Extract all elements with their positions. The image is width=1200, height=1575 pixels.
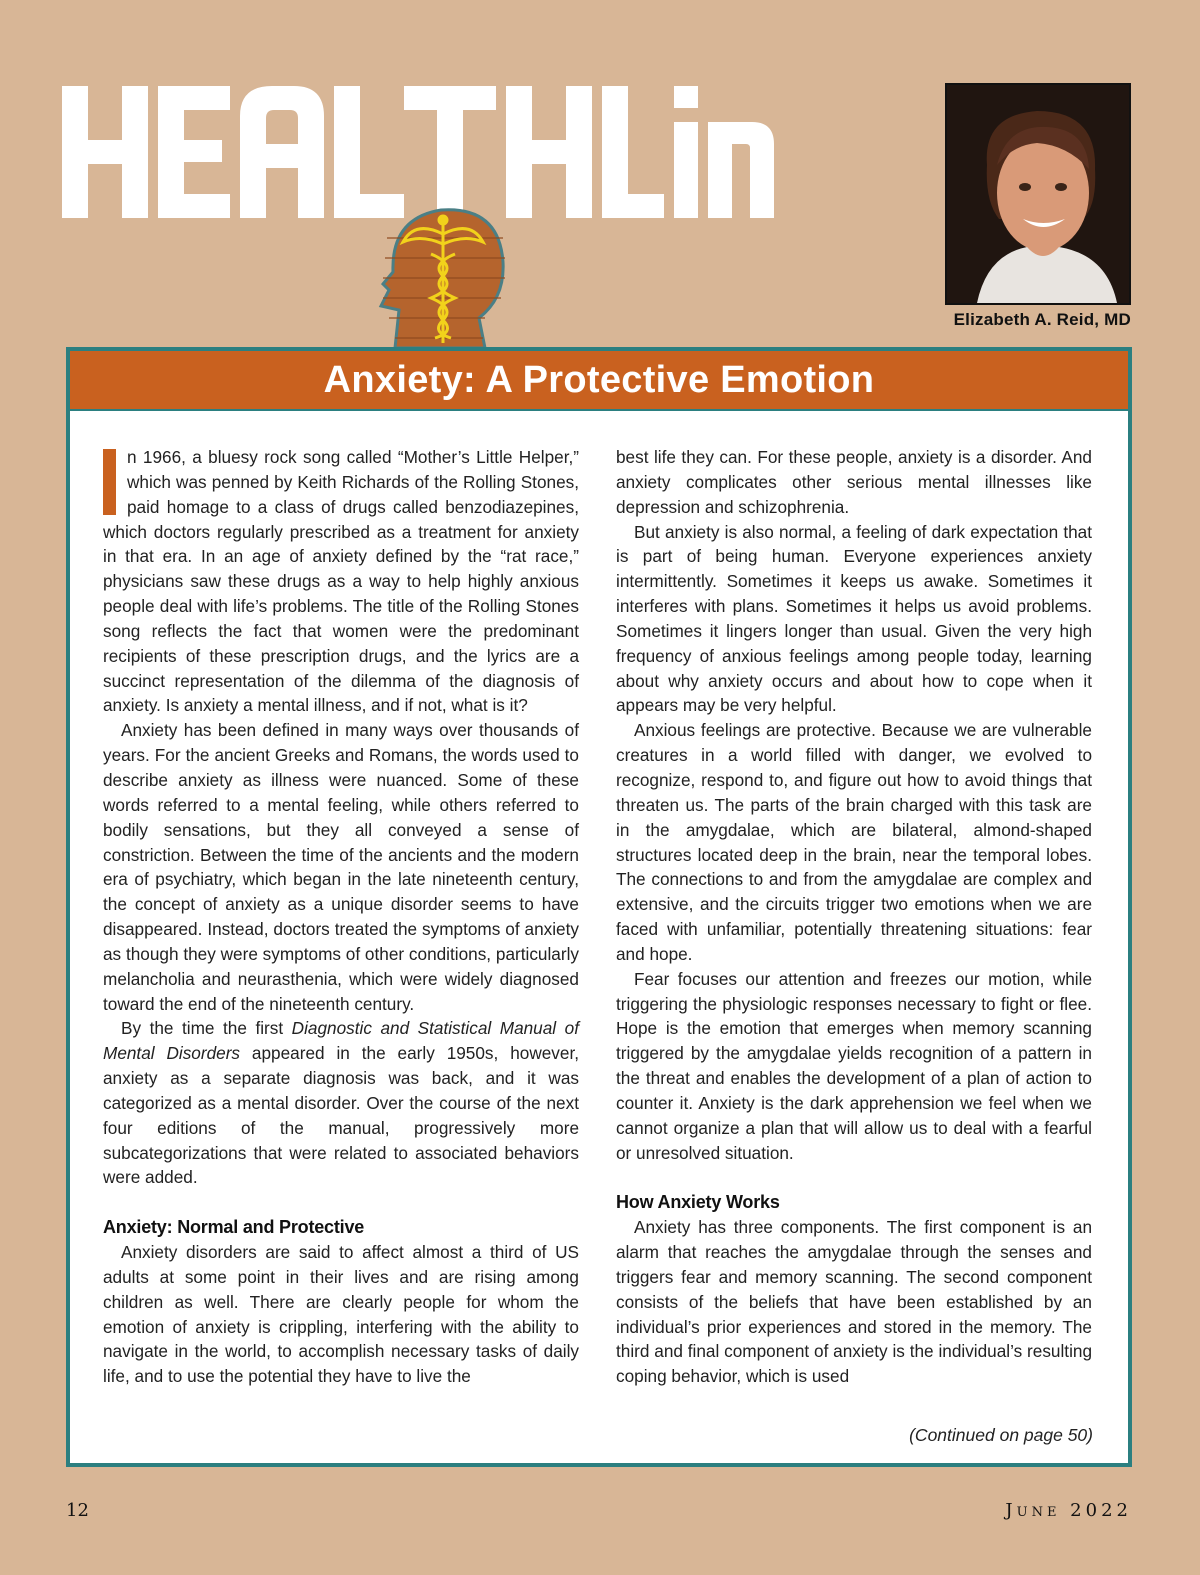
article-paragraph: Fear focuses our attention and freezes our motion, while triggering the physiologic responses necessary to fight or flee. Hope is the emotion that emerges when memory scanning triggered by the amygdalae yields recognition of a pattern in the threat and enables the development of a plan of action to counter it. Anxiety is the dark apprehension we feel when we cannot organize a plan that will allow us to deal with a fearful or unresolved situation.	[616, 968, 1092, 1163]
head-caduceus-emblem	[375, 198, 515, 348]
author-name: Elizabeth A. Reid, MD	[953, 310, 1131, 329]
article-box	[66, 347, 1132, 1467]
article-paragraph: Anxiety has three components. The first component is an alarm that reaches the amygdalae through the senses and triggers fear and memory scanning. The second component consists of the beliefs that have been established by an individual’s prior experiences and stored in the memory. The third and final component of anxiety is the individual’s resulting coping behavior, which is used	[616, 1217, 1092, 1387]
continued-note: (Continued on page 50)	[909, 1425, 1093, 1445]
logo-letter-e	[770, 122, 790, 218]
article-paragraph: By the time the first Diagnostic and Statistical Manual of Mental Disorders appeared in the early 1950s, however, anxiety as a separate diagnosis was back, and it was categorized as a mental disorder. Over the course of the next four editions of the manual, progressively more subcategorizations that were related to associated behaviors were added.	[103, 1018, 579, 1188]
article-paragraph: Anxious feelings are protective. Because we are vulnerable creatures in a world filled with danger, we evolved to recognize, respond to, and figure out how to avoid things that threaten us. The parts of the brain charged with this task are in the amygdalae, which are bilateral, almond-shaped structures located deep in the brain, near the temporal lobes. The connections to and from the amygdalae are complex and extensive, and the circuits trigger two emotions when we are faced with unfamiliar, potentially threatening situations: fear and hope.	[616, 720, 1092, 964]
article-paragraph: But anxiety is also normal, a feeling of dark expectation that is part of being human. Everyone experiences anxiety intermittently. Sometimes it keeps us awake. Sometimes it interferes with plans. Sometimes it helps us avoid problems. Sometimes it lingers longer than usual. Given the very high frequency of anxious feelings among people today, learning about why anxiety occurs and about how to cope when it appears may be very helpful.	[616, 521, 1092, 716]
page-number: 12	[66, 1500, 89, 1521]
drop-cap	[103, 449, 116, 515]
issue-date: June 2022	[1005, 1500, 1132, 1521]
author-photo	[945, 83, 1131, 305]
article-paragraph: Anxiety disorders are said to affect almost a third of US adults at some point in their lives and are rising among children as well. There are clearly people for whom the emotion of anxiety is crippling, interfering with the ability to navigate in the world, to accomplish necessary tasks of daily life, and to use the potential they have to live the	[103, 1242, 579, 1387]
dsm-title: Diagnostic and Statistical Manual of Mental Disorders	[103, 1018, 579, 1064]
section-heading: Anxiety: Normal and Protective	[103, 1217, 365, 1238]
section-heading: How Anxiety Works	[616, 1192, 780, 1213]
article-paragraph: best life they can. For these people, anxiety is a disorder. And anxiety complicates other serious mental illnesses like depression and schizophrenia.	[616, 447, 1092, 517]
article-column-left	[103, 445, 579, 1389]
article-title: Anxiety: A Protective Emotion	[70, 351, 1128, 411]
article-column-right	[616, 445, 1092, 1389]
article-paragraph: Anxiety has been defined in many ways over thousands of years. For the ancient Greeks and Romans, the words used to describe anxiety as illness were nuanced. Some of these words referred to a mental feeling, while others referred to bodily sensations, but they all conveyed a sense of constriction. Between the time of the ancients and the modern era of psychiatry, which began in the late nineteenth century, the concept of anxiety as a unique disorder seems to have disappeared. Instead, doctors treated the symptoms of anxiety as though they were symptoms of other conditions, particularly melancholia and neurasthenia, which were widely diagnosed toward the end of the nineteenth century.	[103, 720, 579, 1014]
article-paragraph: n 1966, a bluesy rock song called “Mother’s Little Helper,” which was penned by Keith Richards of the Rolling Stones, paid homage to a class of drugs called benzodiazepines, which doctors regularly prescribed as a treatment for anxiety in that era. In an age of anxiety defined by the “rat race,” physicians saw these drugs as a way to help highly anxious people deal with life’s problems. The title of the Rolling Stones song reflects the fact that women were the predominant recipients of these prescription drugs, and the lyrics are a succinct representation of the dilemma of the diagnosis of anxiety. Is anxiety a mental illness, and if not, what is it?	[103, 447, 579, 716]
